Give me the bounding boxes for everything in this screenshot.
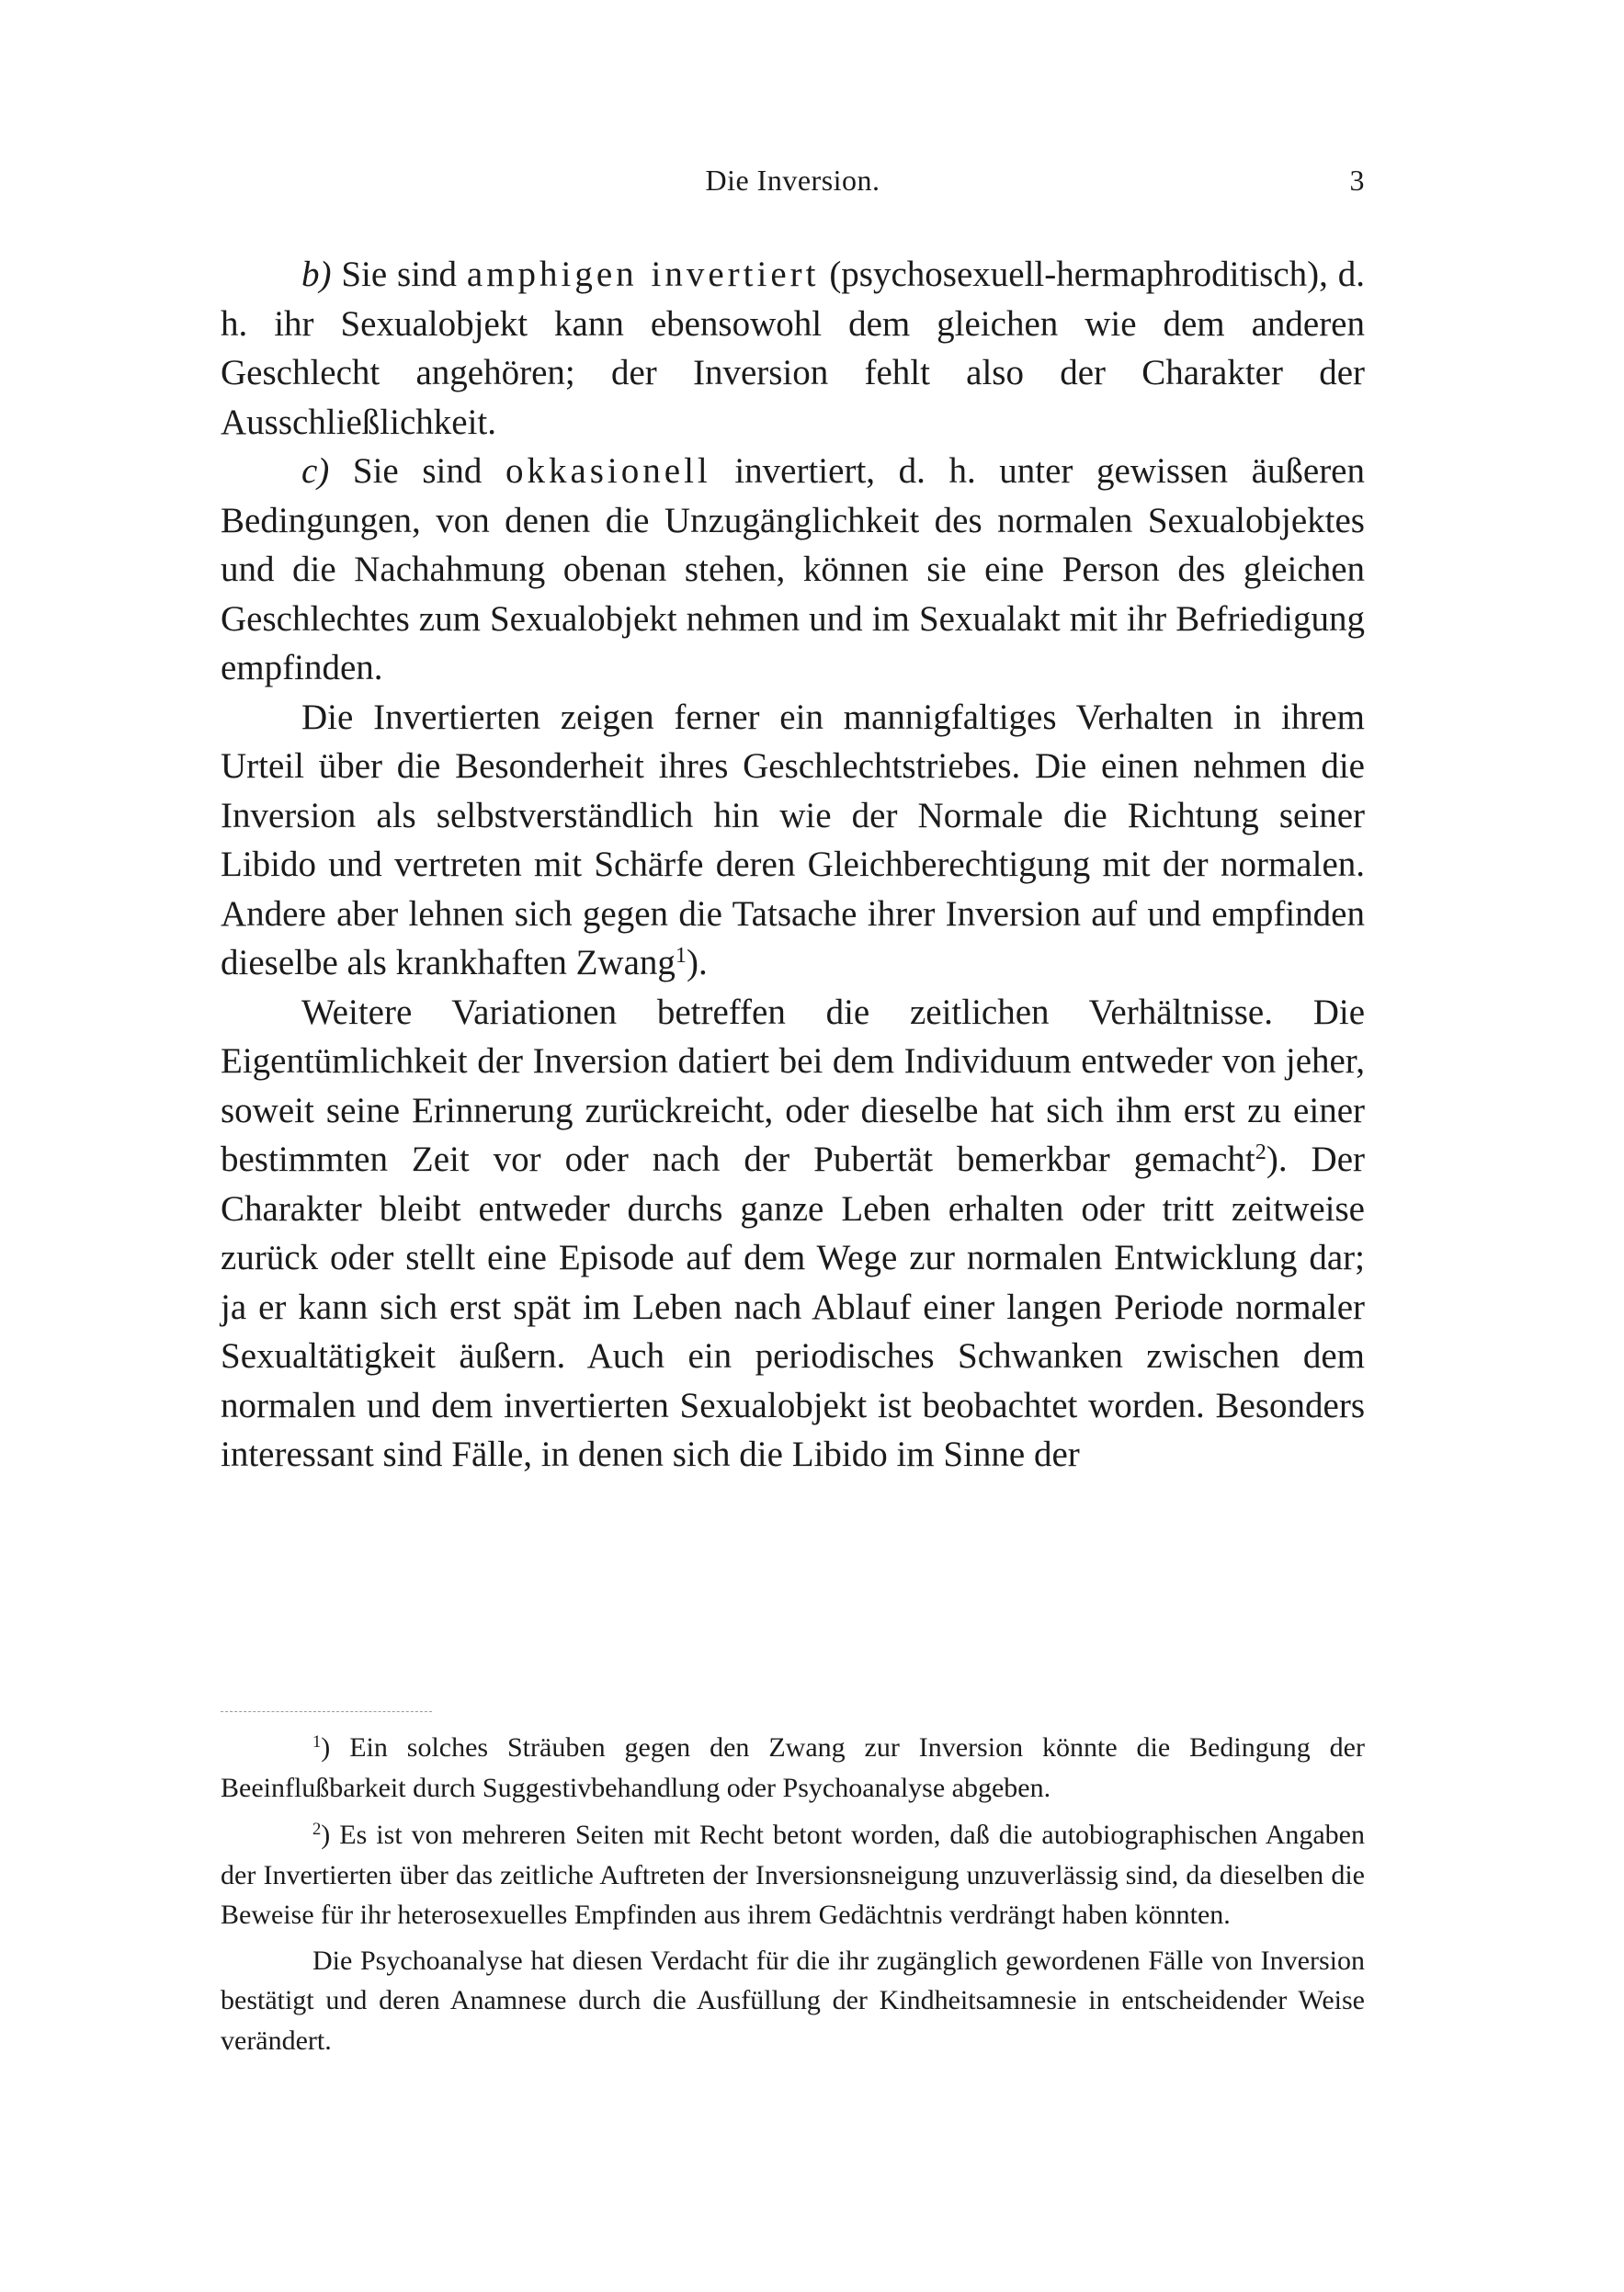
footnote-divider [221, 1711, 432, 1712]
paragraph-c-pre: Sie sind [329, 451, 505, 491]
running-title: Die Inversion. [705, 164, 880, 197]
footnote-ref-1: 1 [675, 942, 687, 968]
paragraph-4 [221, 988, 1365, 1480]
paragraph-b-post: (psychosexuell-hermaphroditisch), d. h. ihr Sexualobjekt kann ebensowohl dem gleichen wie dem anderen Geschlecht angehören; der Inversion fehlt also der Charakter der Ausschließlichkeit. [221, 255, 1365, 442]
footnotes [221, 1728, 1365, 2060]
paragraph-b-pre: Sie sind [331, 255, 467, 294]
footnote-marker-1: 1 [312, 1731, 322, 1752]
paragraph-4-text-a: Weitere Variationen betreffen die zeitlichen Verhältnisse. Die Eigentümlichkeit der Inversion datiert bei dem Individuum entweder von jeher, soweit seine Erinnerung zurückreicht, oder dieselbe hat sich ihm erst zu einer bestimmten Zeit vor oder nach der Pubertät bemerkbar gemacht [221, 992, 1365, 1179]
footnote-2-continuation: Die Psychoanalyse hat diesen Verdacht für die ihr zugänglich gewordenen Fälle von Inversion bestätigt und deren Anamnese durch die Ausfüllung der Kindheitsamnesie in entscheidender Weise verändert. [221, 1945, 1365, 2056]
emphasis-amphigen: amphigen invertiert [466, 255, 820, 294]
footnote-ref-2: 2 [1255, 1139, 1266, 1164]
emphasis-okkasionell: okkasionell [505, 451, 711, 491]
footnote-1-text: ) Ein solches Sträuben gegen den Zwang zur Inversion könnte die Bedingung der Beeinflußbarkeit durch Suggestivbehandlung oder Psychoanalyse abgeben. [221, 1732, 1365, 1803]
paragraph-3-tail: ). [686, 943, 708, 982]
page-number: 3 [1349, 164, 1365, 197]
paragraph-c-post: invertiert, d. h. unter gewissen äußeren Bedingungen, von denen die Unzugänglichkeit des normalen Sexualobjektes und die Nachahmung obenan stehen, können sie eine Person des gleichen Geschlechtes zum Sexualobjekt nehmen und im Sexualakt mit ihr Befriedigung empfinden. [221, 451, 1365, 687]
paragraph-3-text: Die Invertierten zeigen ferner ein mannigfaltiges Verhalten in ihrem Urteil über die Besonderheit ihres Geschlechtstriebes. Die einen nehmen die Inversion als selbstverständlich hin wie der Normale die Richtung seiner Libido und vertreten mit Schärfe deren Gleichberechtigung mit der normalen. Andere aber lehnen sich gegen die Tatsache ihrer Inversion auf und empfinden dieselbe als krankhaften Zwang [221, 697, 1365, 982]
item-label-c: c) [301, 451, 330, 491]
footnote-1 [221, 1728, 1365, 1808]
paragraph-3 [221, 693, 1365, 988]
paragraph-4-text-b: ). Der Charakter bleibt entweder durchs ganze Leben erhalten oder tritt zeitweise zurück oder stellt eine Episode auf dem Wege zur normalen Entwicklung dar; ja er kann sich erst spät im Leben nach Ablauf einer langen Periode normaler Sexualtätigkeit äußern. Auch ein periodisches Schwanken zwischen dem normalen und dem invertierten Sexualobjekt ist beobachtet worden. Besonders interessant sind Fälle, in denen sich die Libido im Sinne der [221, 1140, 1365, 1474]
footnote-2-text: ) Es ist von mehreren Seiten mit Recht betont worden, daß die autobiographischen Angaben der Invertierten über das zeitliche Auftreten der Inversionsneigung unzuverlässig sind, da dieselben die Beweise für ihr heterosexuelles Empfinden aus ihrem Gedächtnis verdrängt haben könnten. [221, 1820, 1365, 1930]
paragraph-b [221, 250, 1365, 447]
item-label-b: b) [301, 255, 332, 294]
footnote-2 [221, 1815, 1365, 1935]
footnote-marker-2: 2 [312, 1819, 322, 1839]
running-header [221, 164, 1365, 210]
paragraph-c [221, 447, 1365, 693]
main-text [221, 250, 1365, 1480]
